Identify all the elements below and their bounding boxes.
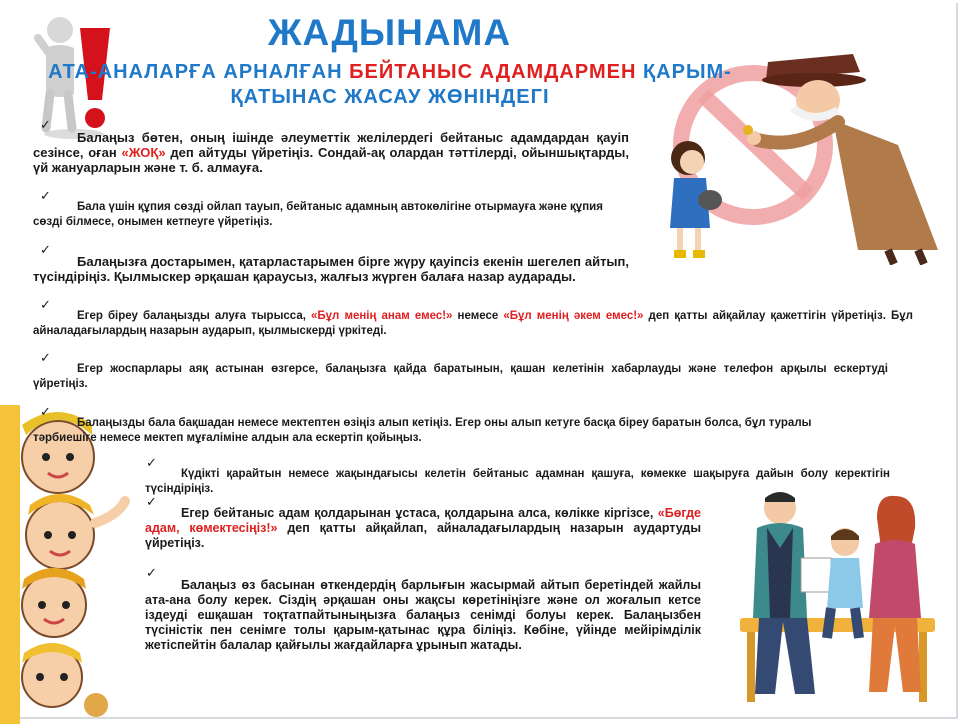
page-subtitle [40, 60, 740, 110]
family-on-bench-illustration [735, 488, 940, 706]
tip-3: Балаңызға достарымен, қатарластарымен бірге жүру қауіпсіз екенін шегелеп айтып, түсіндіріңіз. Қылмыскер әрқашан қараусыз, жалғыз жүрген балаға назар аударады. [33, 254, 629, 284]
page-title: ЖАДЫНАМА [268, 12, 512, 53]
check-icon: ✓ [40, 242, 51, 257]
check-icon: ✓ [40, 297, 51, 312]
subtitle-part2: БЕЙТАНЫС АДАМДАРМЕН [349, 61, 637, 83]
check-icon: ✓ [40, 350, 51, 365]
tip-6: Балаңызды бала бақшадан немесе мектептен өзіңіз алып кетіңіз. Егер оны алып кетуге басқа біреу баратын болса, бұл туралы тәрбиешіге немесе мектеп мұғаліміне алдын ала ескертіп қойыңыз. [33, 417, 812, 444]
tip-4: Егер біреу балаңызды алуға тырысса, «Бұл менің анам емес!» немесе «Бұл менің әкем емес!» деп қатты айқайлау қажеттігін үйретіңіз. Бұл айналадағылардың назарын аударып, қылмыскерді үркітеді. [33, 310, 913, 337]
subtitle-part1: АТА-АНАЛАРҒА АРНАЛҒАН [48, 61, 343, 83]
tip-7: Күдікті қарайтын немесе жақындағысы келетін бейтаныс адамнан қашуға, көмекке шақыруға дайын болу керектігін түсіндіріңіз. [145, 468, 890, 495]
check-icon: ✓ [40, 117, 51, 132]
tip-8: Егер бейтаныс адам қолдарынан ұстаса, қолдарына алса, көлікке кіргізсе, «Бөгде адам, көмектесіңіз!» деп қатты айқайлап, айналадағылардың назарын аудартуды үйретіңіз. [145, 506, 702, 550]
check-icon: ✓ [40, 188, 51, 203]
tip-9: Балаңыз өз басынан өткендердің барлығын жасырмай айтып беретіндей жайлы ата-ана болу керек. Сіздің әрқашан оны жақсы көретініңізге және ол жоғалып кетсе іздеуді ешқашан тоқтатпайтыныңызға балаңыз сенімді болуы керек. Балаңызбен түсіністік пен сенімге толы қарым-қатынас құра біліңіз. Көбіне, үйінде мейірімділік жетіспейтін балалар қайғылы жағдайларға ұрынып жатады. [145, 578, 701, 652]
check-icon: ✓ [40, 404, 51, 419]
check-icon: ✓ [146, 494, 157, 509]
check-icon: ✓ [146, 565, 157, 580]
check-icon: ✓ [146, 455, 157, 470]
tip-5: Егер жоспарлары аяқ астынан өзгерсе, балаңызға қайда баратынын, қашан келетінін хабарлауды және телефон арқылы ескертуді үйретіңіз. [33, 363, 888, 390]
subtitle-part3: ҚАРЫМ-ҚАТЫНАС ЖАСАУ ЖӨНІНДЕГІ [230, 61, 732, 108]
tip-2: Бала үшін құпия сөзді ойлап тауып, бейтаныс адамның автокөлігіне отырмауға және құпия сөзді білмесе, онымен кетпеуге үйретіңіз. [33, 201, 603, 228]
kids-peeking-illustration [0, 405, 130, 724]
tip-1: Балаңыз бөтен, оның ішінде әлеуметтік желілердегі бейтаныс адамдардан қауіп сезінсе, оған «ЖОҚ» деп айтуды үйретіңіз. Сондай-ақ олардан тәттілерді, ойыншықтарды, үй жануарларын және т. б. алмауға. [33, 130, 629, 175]
